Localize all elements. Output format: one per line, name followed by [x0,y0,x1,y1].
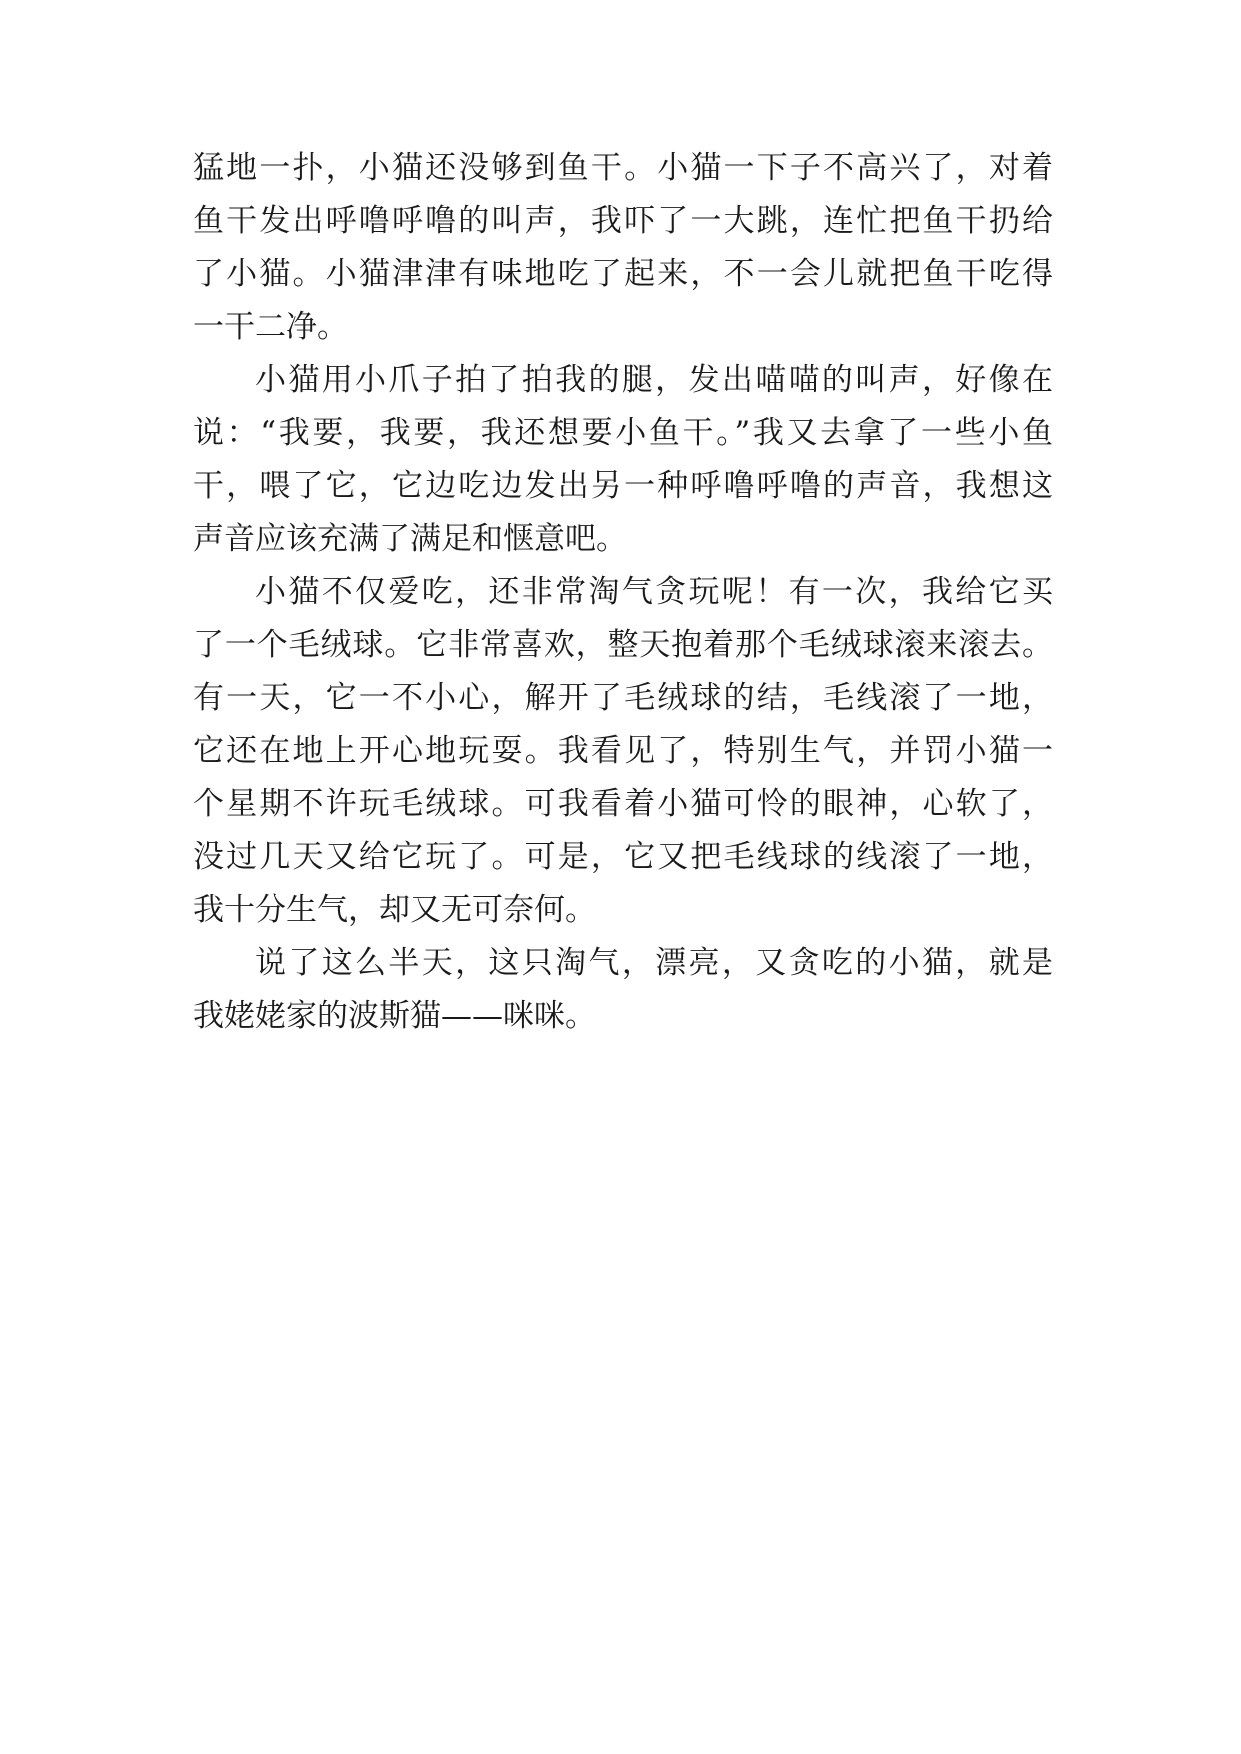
text-line: 说了这么半天，这只淘气，漂亮，又贪吃的小猫，就是 [255,945,1053,981]
text-line: 我姥姥家的波斯猫——咪咪。 [193,998,596,1034]
text-line: 它还在地上开心地玩耍。我看见了，特别生气，并罚小猫一 [193,733,1053,769]
text-line: 小猫用小爪子拍了拍我的腿，发出喵喵的叫声，好像在 [255,362,1053,398]
text-line: 没过几天又给它玩了。可是，它又把毛线球的线滚了一地， [193,839,1053,875]
text-line: 猛地一扑，小猫还没够到鱼干。小猫一下子不高兴了，对着 [193,150,1053,186]
text-line: 了一个毛绒球。它非常喜欢，整天抱着那个毛绒球滚来滚去。 [193,627,1053,663]
text-line: 个星期不许玩毛绒球。可我看着小猫可怜的眼神，心软了， [193,786,1053,822]
text-line: 我十分生气，却又无可奈何。 [193,892,596,928]
text-line: 声音应该充满了满足和惬意吧。 [193,521,627,557]
text-line: 鱼干发出呼噜呼噜的叫声，我吓了一大跳，连忙把鱼干扔给 [193,203,1053,239]
text-line: 干，喂了它，它边吃边发出另一种呼噜呼噜的声音，我想这 [193,468,1053,504]
text-line: 了小猫。小猫津津有味地吃了起来，不一会儿就把鱼干吃得 [193,256,1053,292]
text-line: 有一天，它一不小心，解开了毛绒球的结，毛线滚了一地， [193,680,1053,716]
text-line: 一干二净。 [193,309,348,345]
text-line: 说：“我要，我要，我还想要小鱼干。”我又去拿了一些小鱼 [193,415,1053,451]
text-line: 小猫不仅爱吃，还非常淘气贪玩呢！有一次，我给它买 [255,574,1053,610]
